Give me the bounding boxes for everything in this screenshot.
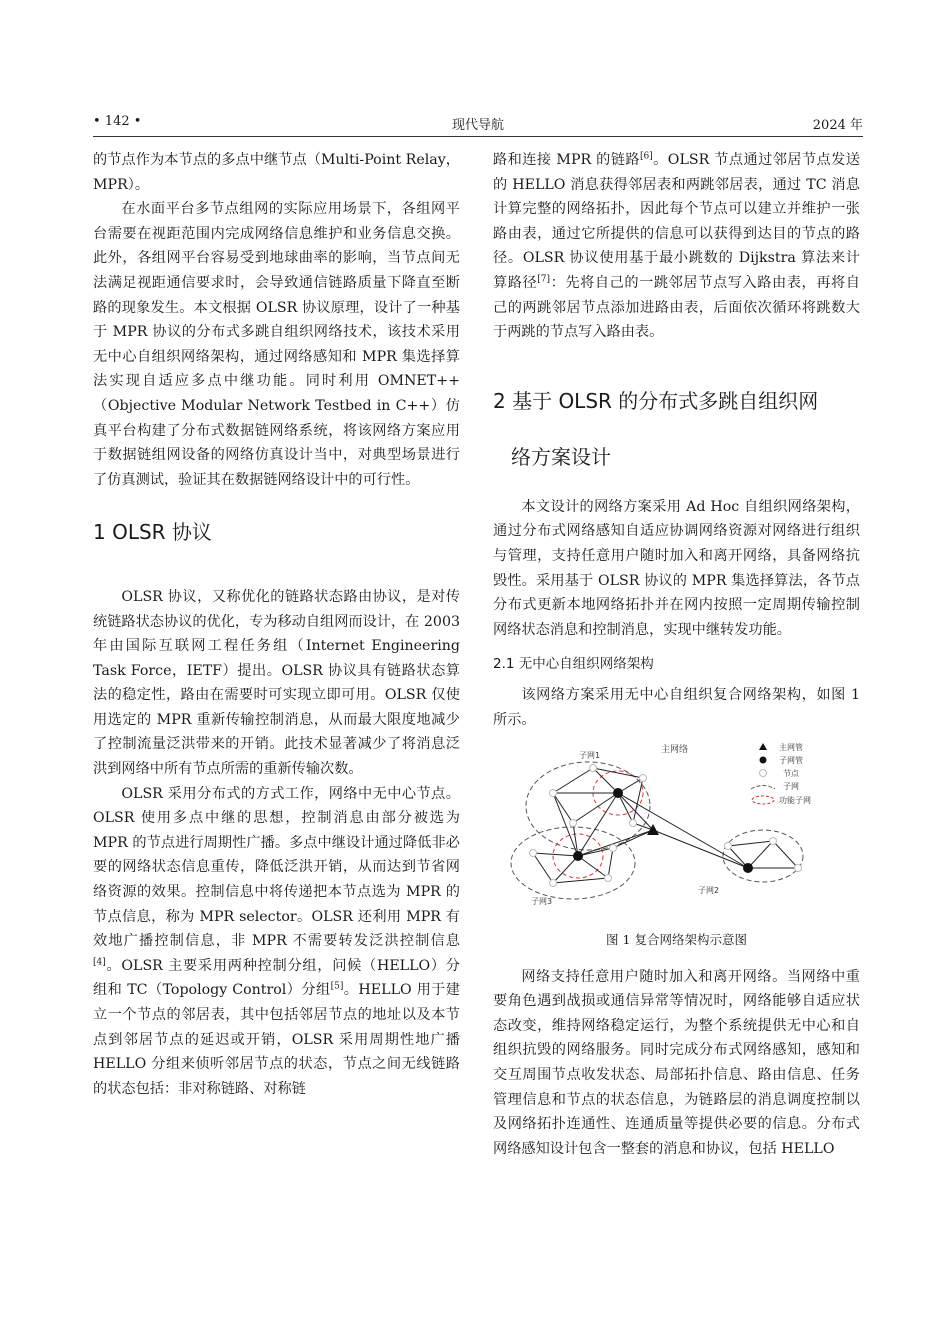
left-column [93, 148, 460, 1101]
subnet-3-boundary [511, 827, 635, 899]
journal-name: 现代导航 [451, 118, 504, 133]
subnet-manager-node [573, 851, 583, 861]
legend-function-subnet-symbol [752, 796, 774, 804]
subnet-manager-node [613, 788, 623, 798]
heading-line: 2 基于 OLSR 的分布式多跳自组织网 [493, 388, 819, 413]
legend-node-symbol [760, 770, 767, 777]
text-run: OLSR 采用分布式的方式工作，网络中无中心节点。OLSR 使用多点中继的思想，控制消息由部分被选为 MPR 的节点进行周期性广播。多点中继设计通过降低非必要的网络状态信息重传，降低泛洪开销，从而达到节省网络资源的效果。控制信息中将传递把本节点选为 MPR 的节点信息，称为 MPR selector。OLSR 还利用 MPR 有效地广播控制信息，非 MPR 不需要转发泛洪控制信息 [93, 785, 460, 950]
paragraph: 的节点作为本节点的多点中继节点（Multi-Point Relay，MPR）。 [93, 152, 460, 193]
paragraph: 在水面平台多节点组网的实际应用场景下，各组网平台需要在视距范围内完成网络信息维护和业务信息交换。此外，各组网平台容易受到地球曲率的影响，当节点间无法满足视距通信要求时，会导致通信链路质量下降直至断路的现象发生。本文根据 OLSR 协议原理，设计了一种基于 MPR 协议的分布式多跳自组织网络技术，该技术采用无中心自组织网络架构，通过网络感知和 MPR 集选择算法实现自适应多点中继功能。同时利用 OMNET++（Objective Modular Network Testbed in C++）仿真平台构建了分布式数据链网络系统，将该网络方案应用于数据链组网设备的网络仿真设计当中，对典型场景进行了仿真测试，验证其在数据链网络设计中的可行性。 [93, 201, 460, 488]
legend-node: 节点 [783, 769, 799, 779]
text-run: ：先将自己的一跳邻居节点写入路由表，再将自己的两跳邻居节点添加进路由表，后面依次循环将跳数大于两跳的节点写入路由表。 [493, 274, 860, 341]
citation: [4] [93, 957, 106, 968]
legend-main-manager-symbol [759, 743, 767, 750]
figure-caption: 图 1 复合网络架构示意图 [606, 932, 747, 948]
paragraph: 网络支持任意用户随时加入和离开网络。当网络中重要角色遇到战损或通信异常等情况时，网络能够自适应状态改变，维持网络稳定运行，为整个系统提供无中心和自组织抗毁的网络服务。同时完成分布式网络感知，感知和交互周围节点收发状态、局部拓扑信息、路由信息、任务管理信息和节点的状态信息，为链路层的消息调度控制以及网络拓扑连通性、连通质量等提供必要的信息。分布式网络感知设计包含一整套的消息和协议，包括 HELLO [493, 968, 860, 1157]
subnet-2-boundary [723, 830, 803, 882]
section-heading-2 [493, 373, 860, 485]
legend [751, 742, 811, 805]
text-run: 。OLSR 节点通过邻居节点发送的 HELLO 消息获得邻居表和两跳邻居表，通过 TC 消息计算完整的网络拓扑，因此每个节点可以建立并维护一张路由表，通过它所提供的信息可以获得到达目的节点的路径。OLSR 协议使用基于最小跳数的 Dijkstra 算法来计算路径 [493, 152, 860, 291]
legend-subnet: 子网 [783, 782, 799, 792]
legend-main-manager: 主网管 [779, 743, 803, 753]
heading-line: 络方案设计 [511, 444, 611, 469]
paragraph [493, 148, 860, 345]
legend-subnet-manager-symbol [760, 757, 767, 764]
paragraph [93, 782, 460, 1102]
subnet-1-label: 子网1 [579, 751, 601, 761]
figure-network-architecture [493, 738, 860, 918]
subnet-manager-node [743, 863, 753, 873]
paragraph: 本文设计的网络方案采用 Ad Hoc 自组织网络架构，通过分布式网络感知自适应协调网络资源对网络进行组织与管理，支持任意用户随时加入和离开网络，具备网络抗毁性。采用基于 OLSR 协议的 MPR 集选择算法，各节点分布式更新本地网络拓扑并在网内按照一定周期传输控制网络状态消息和控制消息，实现中继转发功能。 [493, 498, 860, 638]
citation: [5] [330, 981, 344, 992]
paragraph: 该网络方案采用无中心自组织复合网络架构，如图 1 所示。 [493, 686, 860, 728]
text-run: 。OLSR 主要采用两种控制分组，问候（HELLO）分组和 TC（Topology Control）分组 [93, 957, 460, 999]
main-network-label: 主网络 [661, 745, 689, 756]
page-header [93, 112, 863, 137]
network-diagram [493, 738, 860, 918]
text-run: 路和连接 MPR 的链路 [493, 152, 640, 168]
subnet-2-label: 子网2 [698, 886, 720, 896]
right-column [493, 148, 860, 1161]
citation: [6] [640, 151, 653, 162]
legend-function-subnet: 功能子网 [779, 796, 811, 806]
section-heading-1: 1 OLSR 协议 [93, 520, 212, 545]
year: 2024 年 [812, 118, 863, 133]
text-run: 。HELLO 用于建立一个节点的邻居表，其中包括邻居节点的地址以及本节点到邻居节点的延迟或开销，OLSR 采用周期性地广播 HELLO 分组来侦听邻居节点的状态，节点之间无线链路的状态包括：非对称链路、对称链 [93, 982, 460, 1097]
legend-subnet-manager: 子网管 [779, 756, 803, 766]
paragraph: OLSR 协议，又称优化的链路状态路由协议，是对传统链路状态协议的优化，专为移动自组网而设计，在 2003 年由国际互联网工程任务组（Internet Engineering Task Force，IETF）提出。OLSR 协议具有链路状态算法的稳定性，路由在需要时可实现立即可用。OLSR 仅使用选定的 MPR 重新传输控制消息，从而最大限度地减少了控制流量泛洪带来的开销。此技术显著减少了将消息泛洪到网络中所有节点所需的重新传输次数。 [93, 588, 460, 778]
subnet-3-label: 子网3 [531, 897, 553, 907]
subsection-heading: 2.1 无中心自组织网络架构 [493, 656, 654, 673]
citation: [7] [537, 274, 551, 285]
legend-subnet-symbol [751, 786, 775, 790]
page-number: • 142 • [93, 114, 142, 129]
